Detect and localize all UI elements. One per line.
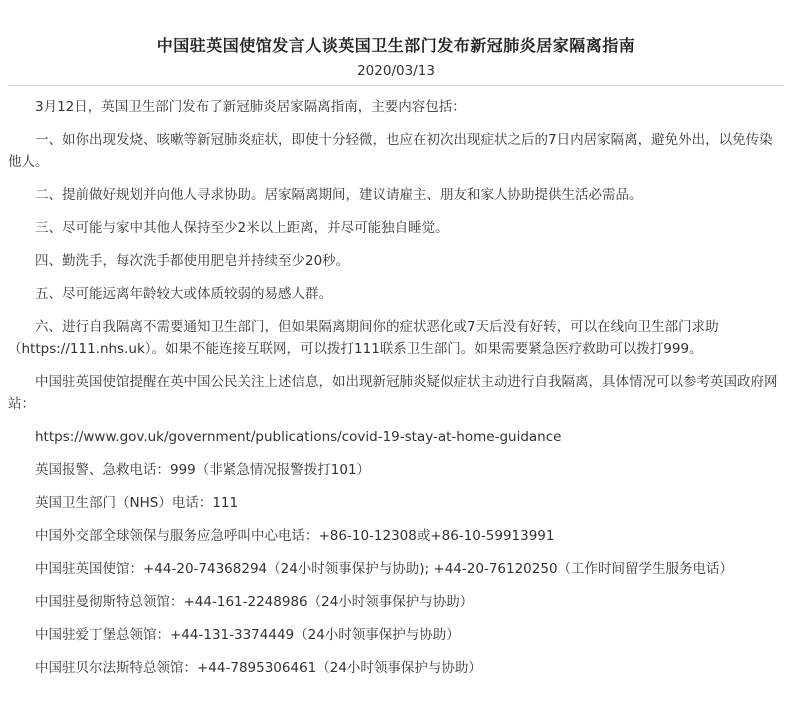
guideline-item-5: 五、尽可能远离年龄较大或体质较弱的易感人群。 <box>35 286 332 302</box>
title-divider <box>8 85 784 86</box>
article-body <box>8 96 784 679</box>
guideline-item-6: 六、进行自我隔离不需要通知卫生部门，但如果隔离期间你的症状恶化或7天后没有好转，可以在线向卫生部门求助（https://111.nhs.uk）。如果不能连接互联网，可以拨打111联系卫生部门。如果需要紧急医疗救助可以拨打999。 <box>8 319 719 357</box>
contact-nhs: 英国卫生部门（NHS）电话：111 <box>35 495 239 511</box>
guideline-item-4: 四、勤洗手，每次洗手都使用肥皂并持续至少20秒。 <box>35 253 350 269</box>
article-title: 中国驻英国使馆发言人谈英国卫生部门发布新冠肺炎居家隔离指南 <box>156 36 636 55</box>
guideline-item-1: 一、如你出现发烧、咳嗽等新冠肺炎症状，即使十分轻微，也应在初次出现症状之后的7日内居家隔离，避免外出，以免传染他人。 <box>8 132 773 170</box>
guideline-item-3: 三、尽可能与家中其他人保持至少2米以上距离，并尽可能独自睡觉。 <box>35 220 449 236</box>
contact-embassy-london: 中国驻英国使馆：+44-20-74368294（24小时领事保护与协助); +44-20-76120250（工作时间留学生服务电话） <box>35 561 734 577</box>
contact-mfa-hotline: 中国外交部全球领保与服务应急呼叫中心电话：+86-10-12308或+86-10-59913991 <box>35 528 555 544</box>
contact-consulate-manchester: 中国驻曼彻斯特总领馆：+44-161-2248986（24小时领事保护与协助） <box>35 594 474 610</box>
guideline-item-2: 二、提前做好规划并向他人寻求协助。居家隔离期间，建议请雇主、朋友和家人协助提供生活必需品。 <box>35 187 643 203</box>
embassy-reminder-paragraph: 中国驻英国使馆提醒在英中国公民关注上述信息，如出现新冠肺炎疑似症状主动进行自我隔离，具体情况可以参考英国政府网站： <box>8 374 778 412</box>
contact-consulate-edinburgh: 中国驻爱丁堡总领馆：+44-131-3374449（24小时领事保护与协助） <box>35 627 460 643</box>
contact-uk-emergency: 英国报警、急救电话：999（非紧急情况报警拨打101） <box>35 462 371 478</box>
article-date: 2020/03/13 <box>357 63 435 79</box>
intro-paragraph: 3月12日，英国卫生部门发布了新冠肺炎居家隔离指南，主要内容包括： <box>35 99 466 115</box>
contact-consulate-belfast: 中国驻贝尔法斯特总领馆：+44-7895306461（24小时领事保护与协助） <box>35 660 482 676</box>
gov-guidance-url: https://www.gov.uk/government/publications/covid-19-stay-at-home-guidance <box>35 429 562 445</box>
